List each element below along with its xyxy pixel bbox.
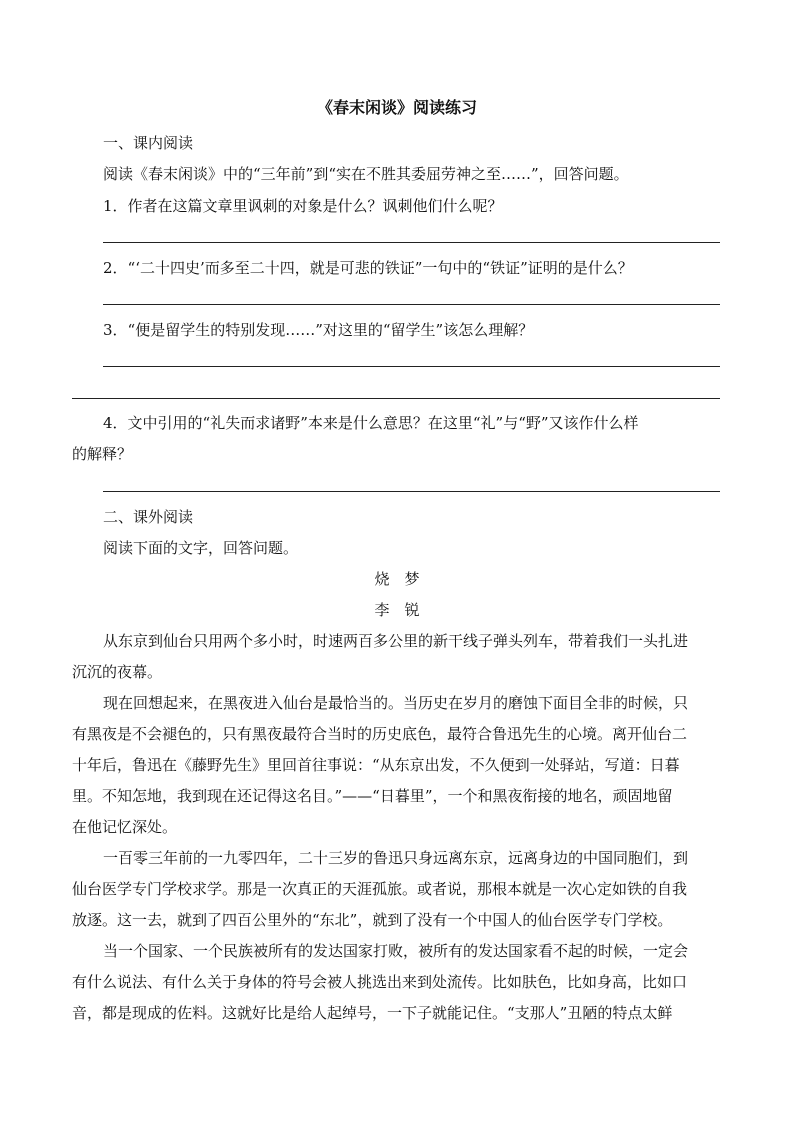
article-title: 烧 梦 <box>374 570 420 588</box>
article-line: 里。不知怎地，我到现在还记得这名目。”——“日暮里”，一个和黑夜衔接的地名，顽固地留 <box>72 787 673 805</box>
section1-heading: 一、课内阅读 <box>103 134 194 152</box>
article-line: 从东京到仙台只用两个多小时，时速两百多公里的新干线子弹头列车，带着我们一头扎进 <box>103 632 689 650</box>
article-line: 一百零三年前的一九零四年，二十三岁的鲁迅只身远离东京，远离身边的中国同胞们，到 <box>103 849 689 867</box>
question-4-line1: 4．文中引用的“礼失而求诸野”本来是什么意思？在这里“礼”与“野”又该作什么样 <box>103 414 639 432</box>
document-title: 《春末闲谈》阅读练习 <box>316 98 477 117</box>
article-line: 音，都是现成的佐料。这就好比是给人起绰号，一下子就能记住。“支那人”丑陋的特点太鲜 <box>72 1004 673 1022</box>
article-line: 仙台医学专门学校求学。那是一次真正的天涯孤旅。或者说，那根本就是一次心定如铁的自我 <box>72 880 688 898</box>
answer-line-3a[interactable] <box>103 366 720 367</box>
article-line: 有黑夜是不会褪色的，只有黑夜最符合当时的历史底色，最符合鲁迅先生的心境。离开仙台二 <box>72 725 688 743</box>
article-line: 现在回想起来，在黑夜进入仙台是最恰当的。当历史在岁月的磨蚀下面目全非的时候，只 <box>103 694 689 712</box>
question-1: 1．作者在这篇文章里讽刺的对象是什么？讽刺他们什么呢？ <box>103 197 503 215</box>
section2-heading: 二、课外阅读 <box>103 508 194 526</box>
question-3: 3．“便是留学生的特别发现……”对这里的“留学生”该怎么理解？ <box>103 321 534 339</box>
article-line: 十年后，鲁迅在《藤野先生》里回首往事说：“从东京出发，不久便到一处驿站，写道：日暮 <box>72 756 680 774</box>
answer-line-4[interactable] <box>103 491 720 492</box>
question-2: 2．“‘二十四史’而多至二十四，就是可悲的铁证”一句中的“铁证”证明的是什么？ <box>103 259 633 277</box>
question-4-line2: 的解释？ <box>72 445 133 463</box>
article-line: 沉沉的夜幕。 <box>72 663 163 681</box>
answer-line-1[interactable] <box>103 242 720 243</box>
article-line: 在他记忆深处。 <box>72 818 178 836</box>
answer-line-3b[interactable] <box>72 398 720 399</box>
section2-intro: 阅读下面的文字，回答问题。 <box>103 539 299 557</box>
article-author: 李 锐 <box>374 601 420 619</box>
section1-intro: 阅读《春末闲谈》中的“三年前”到“实在不胜其委屈劳神之至……”，回答问题。 <box>103 165 629 183</box>
article-line: 放逐。这一去，就到了四百公里外的“东北”，就到了没有一个中国人的仙台医学专门学校。 <box>72 911 673 929</box>
article-line: 当一个国家、一个民族被所有的发达国家打败，被所有的发达国家看不起的时候，一定会 <box>103 942 689 960</box>
article-line: 有什么说法、有什么关于身体的符号会被人挑选出来到处流传。比如肤色，比如身高，比如口 <box>72 973 688 991</box>
answer-line-2[interactable] <box>103 304 720 305</box>
